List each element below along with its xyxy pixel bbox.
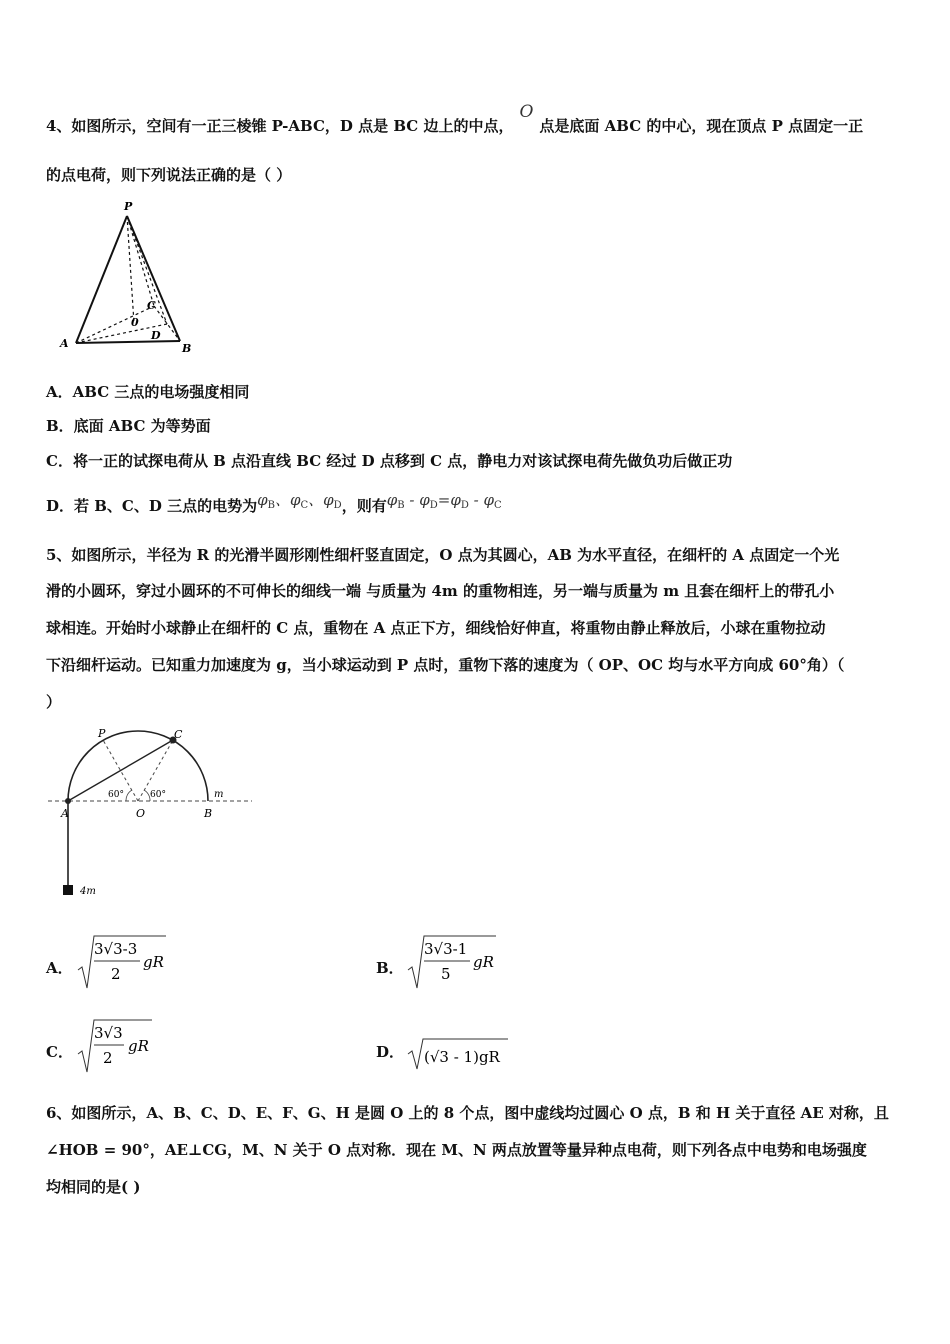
q4-phi-values: $\varphi_B$、$\varphi_C$、$\varphi_D$: [257, 491, 342, 511]
label-b: B: [182, 342, 192, 355]
label-a: A: [60, 337, 69, 350]
q6-line3: 均相同的是( ): [46, 1178, 141, 1196]
q6-line2: ∠HOB = 90°，AE⊥CG，M、N 关于 O 点对称．现在 M、N 两点放置等量异种点电荷，则下列各点中电势和电场强度: [46, 1141, 867, 1159]
label-p: P: [124, 200, 133, 213]
label-b: B: [204, 807, 213, 820]
q5-line1: 5、如图所示，半径为 R 的光滑半圆形刚性细杆竖直固定，O 点为其圆心，AB 为水平直径，在细杆的 A 点固定一个光: [46, 546, 840, 564]
g-r: gR: [128, 1037, 149, 1055]
label-p: P: [98, 727, 106, 740]
q5-option-c-formula[interactable]: [74, 1016, 164, 1076]
q4-phi-relation: $\varphi_B - \varphi_D=\varphi_D - \varphi_C$: [386, 491, 502, 511]
numerator: 3√3-1: [424, 940, 468, 958]
q5-line2: 滑的小圆环，穿过小圆环的不可伸长的细线一端 与质量为 4m 的重物相连，另一端与质量为 m 且套在细杆上的带孔小: [46, 582, 835, 600]
q4-pyramid-figure: [52, 198, 202, 358]
q4-option-c[interactable]: C．将一正的试探电荷从 B 点沿直线 BC 经过 D 点移到 C 点，静电力对该试探电荷先做负功后做正功: [46, 452, 733, 470]
g-r: gR: [473, 953, 494, 971]
denominator: 2: [103, 1049, 113, 1067]
q4-line1-part-a: 4、如图所示，空间有一正三棱锥 P-ABC，D 点是 BC 边上的中点，: [46, 117, 514, 135]
q5-option-d-label[interactable]: D．: [376, 1043, 405, 1061]
q4-line1: [46, 102, 864, 136]
q5-line5: ）: [46, 693, 62, 711]
label-angle-left: 60°: [108, 790, 124, 800]
label-c: C: [147, 299, 156, 312]
q5-option-a-label[interactable]: A．: [46, 959, 73, 977]
label-a: A: [61, 807, 69, 820]
expression: (√3 - 1)gR: [424, 1048, 500, 1066]
q4-option-a[interactable]: A．ABC 三点的电场强度相同: [46, 383, 250, 401]
denominator: 5: [441, 965, 451, 983]
q4-line2: 的点电荷，则下列说法正确的是（ ）: [46, 166, 292, 184]
q5-semicircle-figure: [40, 720, 260, 900]
q5-option-b-formula[interactable]: [404, 932, 504, 992]
q4-option-d[interactable]: [46, 491, 502, 522]
numerator: 3√3-3: [94, 940, 138, 958]
q4-o-symbol: O: [519, 102, 534, 122]
q4-option-d-middle: ，则有: [341, 497, 387, 515]
denominator: 2: [111, 965, 121, 983]
q5-option-b-label[interactable]: B．: [376, 959, 404, 977]
q5-line3: 球相连。开始时小球静止在细杆的 C 点，重物在 A 点正下方，细线恰好伸直，将重物由静止释放后，小球在重物拉动: [46, 619, 826, 637]
label-d: D: [151, 329, 161, 342]
g-r: gR: [143, 953, 164, 971]
q5-option-c-label[interactable]: C．: [46, 1043, 73, 1061]
label-c: C: [174, 728, 183, 741]
semicircle-rod: [68, 731, 208, 801]
edge-ab: [76, 341, 180, 343]
edge-pc: [127, 216, 154, 306]
label-angle-right: 60°: [150, 790, 166, 800]
q4-option-d-prefix: D．若 B、C、D 三点的电势为: [46, 497, 258, 515]
q5-option-d-formula[interactable]: [404, 1036, 514, 1072]
q6-line1: 6、如图所示，A、B、C、D、E、F、G、H 是圆 O 上的 8 个点，图中虚线均过圆心 O 点，B 和 H 关于直径 AE 对称，且: [46, 1104, 889, 1122]
weight-4m: [63, 885, 73, 895]
label-o: O: [136, 807, 146, 820]
q5-line4: 下沿细杆运动。已知重力加速度为 g，当小球运动到 P 点时，重物下落的速度为（ OP、OC 均与水平方向成 60°角）（: [46, 656, 845, 674]
q4-option-b[interactable]: B．底面 ABC 为等势面: [46, 417, 211, 435]
q4-line1-part-b: 点是底面 ABC 的中心，现在顶点 P 点固定一正: [539, 117, 864, 135]
label-mass: 4m: [80, 886, 96, 897]
edge-pa: [76, 216, 127, 343]
label-m: m: [214, 789, 224, 800]
label-o: 0: [131, 316, 139, 329]
angle-arc-left: [126, 790, 132, 801]
numerator: 3√3: [94, 1024, 123, 1042]
q5-option-a-formula[interactable]: [74, 932, 174, 992]
